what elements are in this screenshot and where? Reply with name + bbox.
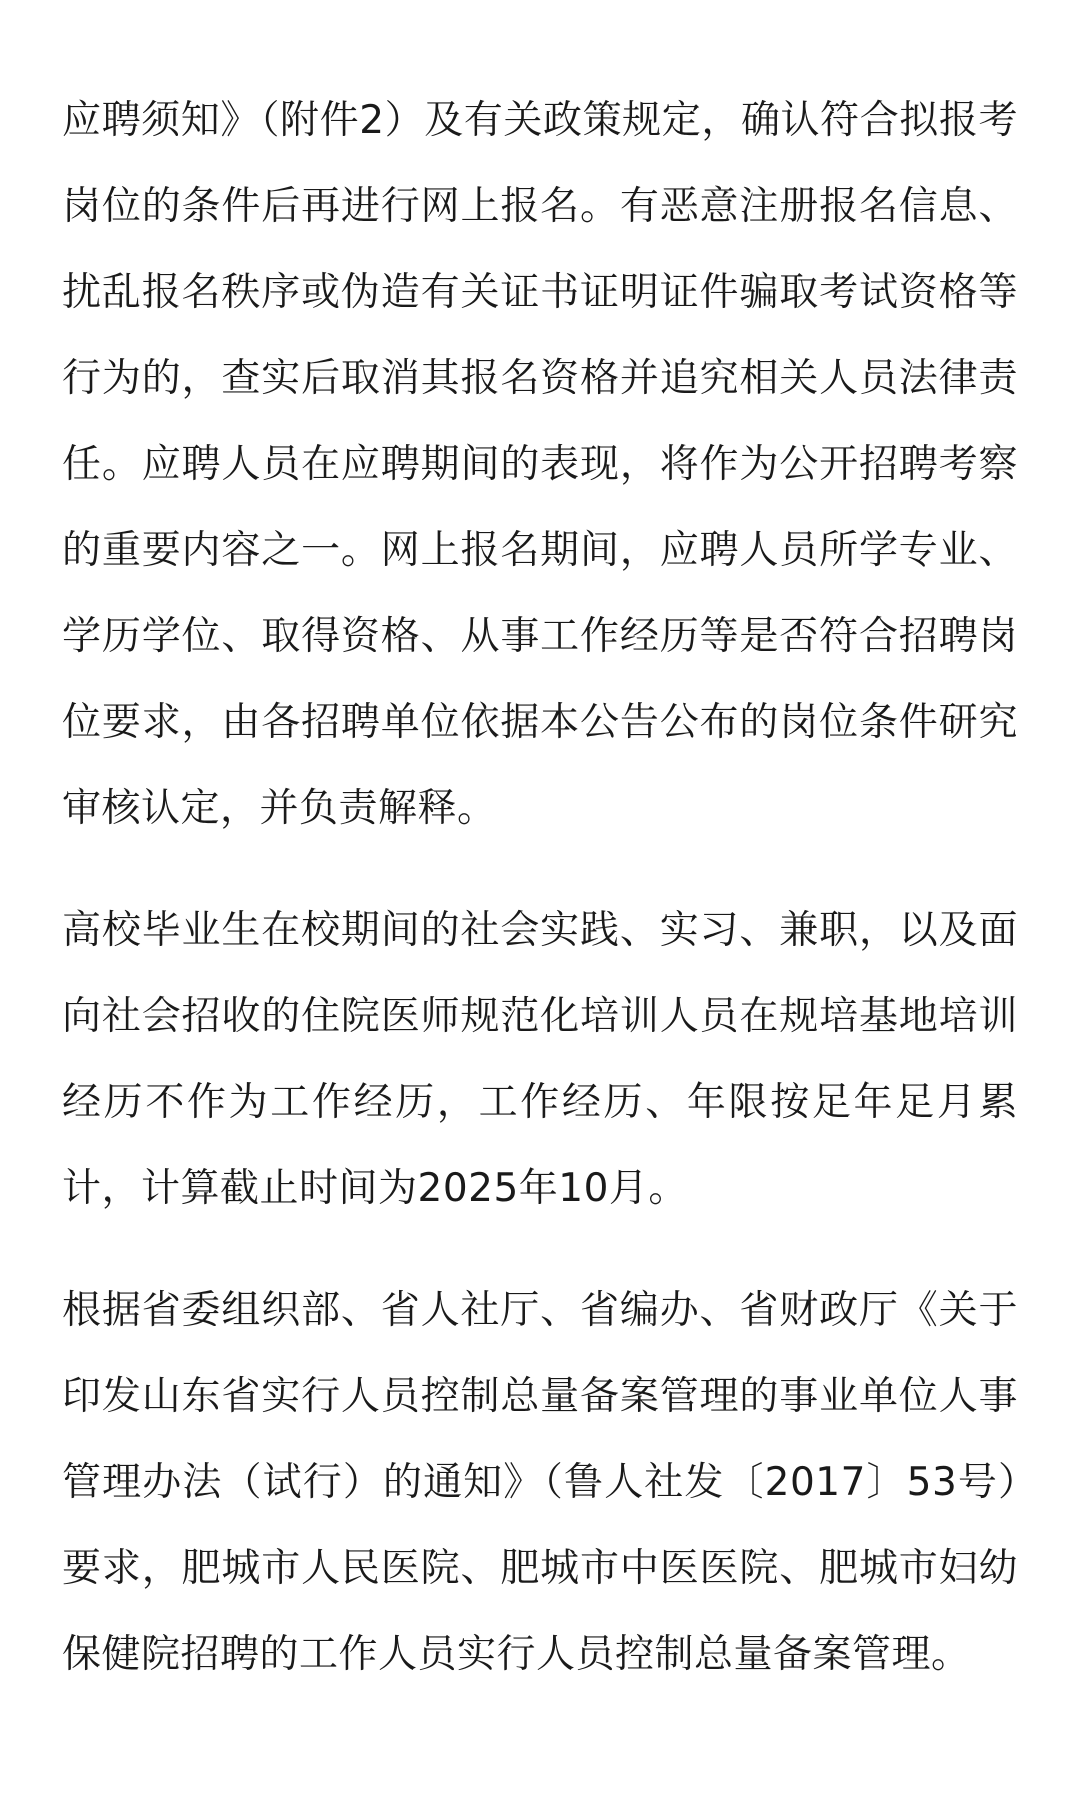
paragraph-work-experience: 高校毕业生在校期间的社会实践、实习、兼职，以及面向社会招收的住院医师规范化培训人员在规培基地培训经历不作为工作经历，工作经历、年限按足年足月累计，计算截止时间为2025年10月。 <box>62 908 1018 1211</box>
paragraph-staffing-management: 根据省委组织部、省人社厅、省编办、省财政厅《关于印发山东省实行人员控制总量备案管理的事业单位人事管理办法（试行）的通知》（鲁人社发〔2017〕53号）要求，肥城市人民医院、肥城市中医医院、肥城市妇幼保健院招聘的工作人员实行人员控制总量备案管理。 <box>62 1288 1018 1677</box>
paragraph-application-notice: 应聘须知》（附件2）及有关政策规定，确认符合拟报考岗位的条件后再进行网上报名。有恶意注册报名信息、扰乱报名秩序或伪造有关证书证明证件骗取考试资格等行为的，查实后取消其报名资格并追究相关人员法律责任。应聘人员在应聘期间的表现，将作为公开招聘考察的重要内容之一。网上报名期间，应聘人员所学专业、学历学位、取得资格、从事工作经历等是否符合招聘岗位要求，由各招聘单位依据本公告公布的岗位条件研究审核认定，并负责解释。 <box>62 98 1018 831</box>
article-body <box>62 78 1018 1698</box>
